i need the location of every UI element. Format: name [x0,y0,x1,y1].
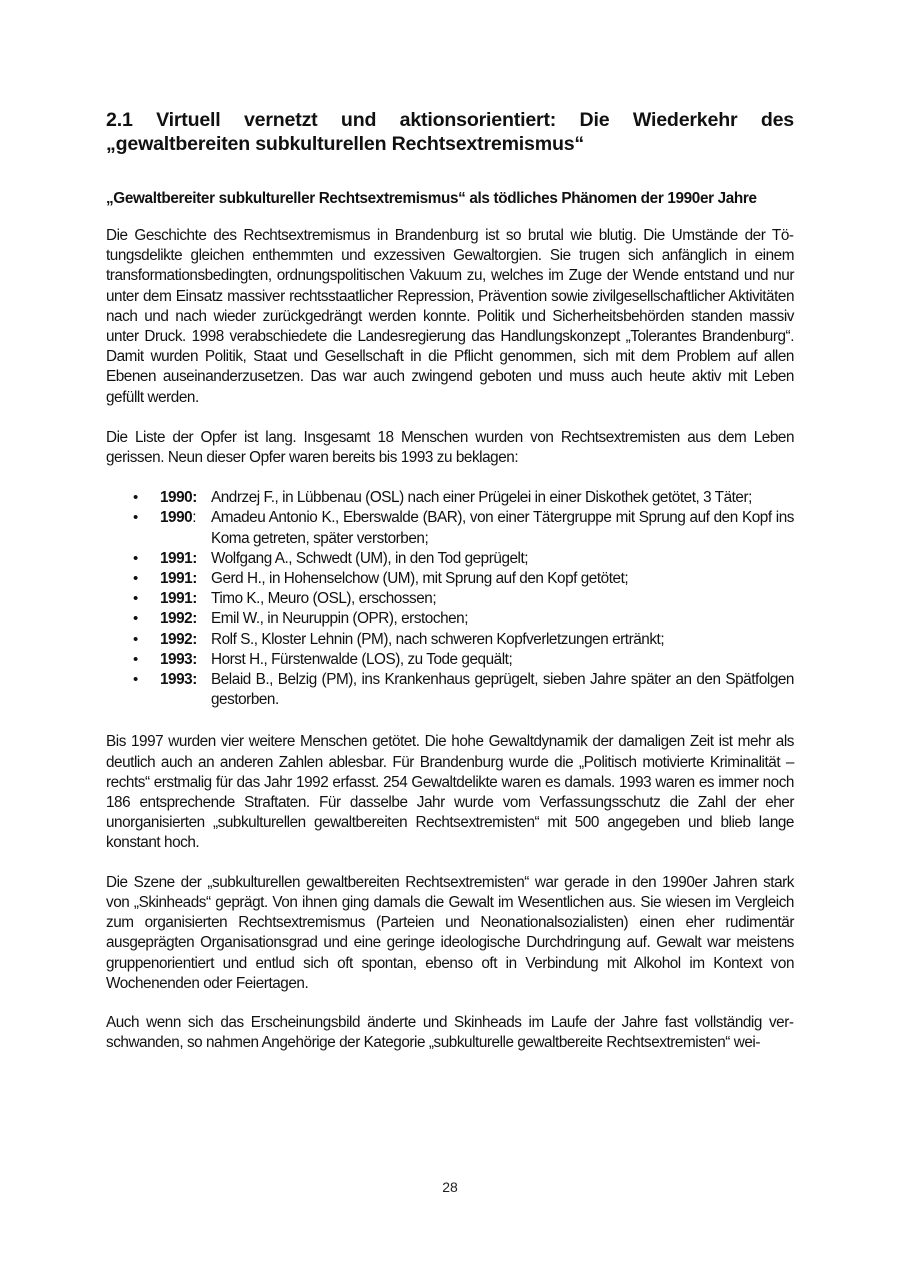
list-item [106,609,794,629]
bullet-icon: • [133,489,138,507]
paragraph-skinheads: Die Szene der „subkulturellen gewaltbereiten Rechtsextremisten“ war gerade in den 1990er Jahren stark von „Skinheads“ geprägt. Von ihnen ging damals die Gewalt im Wesentlichen aus. Sie wiesen im Vergleich zum organisierten Rechtsextremismus (Parteien und Neonationalsozialisten) einen eher rudimentär ausgeprägten Organisationsgrad und eine geringe ideologische Durchdringung auf. Gewalt war meistens gruppenorientiert und entlud sich oft spontan, ebenso oft in Verbindung mit Alkohol im Kontext von Wochenenden oder Feiertagen. [106,873,794,992]
victim-description: Horst H., Fürstenwalde (LOS), zu Tode gequält; [211,650,513,668]
victim-year: 1993: [160,650,197,668]
victim-year: 1990: [160,509,197,527]
victim-description: Timo K., Meuro (OSL), erschossen; [211,590,437,608]
list-item [106,650,794,670]
list-item [106,589,794,609]
paragraph-statistics: Bis 1997 wurden vier weitere Menschen getötet. Die hohe Gewaltdynamik der damaligen Zeit ist mehr als deutlich auch an anderen Zahlen ablesbar. Für Brandenburg wurde die „Politisch motivierte Kriminalität – rechts“ erstmalig für das Jahr 1992 erfasst. 254 Gewaltdelikte waren es damals. 1993 waren es immer noch 186 entsprechende Straftaten. Für dasselbe Jahr wurde vom Verfassungsschutz die Zahl der eher unorganisierten „subkulturellen gewaltbereiten Rechtsextremisten“ mit 500 angegeben und blieb lange konstant hoch. [106,733,794,852]
victim-description: Belaid B., Belzig (PM), ins Krankenhaus geprügelt, sieben Jahre später an den Spätfolgen gestorben. [211,671,794,709]
list-item [106,508,794,548]
list-item [106,670,794,710]
subheading: „Gewaltbereiter subkultureller Rechtsextremismus“ als tödliches Phänomen der 1990er Jahre [106,190,757,207]
victim-year: 1992: [160,610,197,628]
bullet-icon: • [133,590,138,608]
victims-list [106,488,794,710]
victim-year: 1990: [160,489,197,507]
paragraph-history: Die Geschichte des Rechtsextremismus in Brandenburg ist so brutal wie blutig. Die Umstände der Tötungsdelikte gleichen enthemmten und exzessiven Gewaltorgien. Sie trugen sich anfänglich in einem transformationsbedingten, ordnungspolitischen Vakuum zu, welches im Zuge der Wende entstand und nur unter dem Einsatz massiver rechtsstaatlicher Repression, Prävention sowie zivilgesellschaftlicher Aktivitäten nach und nach wieder zurückgedrängt werden konnte. Politik und Sicherheitsbehörden standen massiv unter Druck. 1998 verabschiedete die Landesregierung das Handlungskonzept „Tolerantes Brandenburg“. Damit wurden Politik, Staat und Gesellschaft in die Pflicht genommen, sich mit dem Problem auf allen Ebenen auseinanderzusetzen. Das war auch zwingend geboten und muss auch heute aktiv mit Leben gefüllt werden. [106,227,794,406]
bullet-icon: • [133,570,138,588]
victim-description: Amadeu Antonio K., Eberswalde (BAR), von einer Tätergruppe mit Sprung auf den Kopf ins Koma getreten, später verstorben; [211,509,794,547]
victim-year: 1993: [160,671,197,689]
paragraph-continuation: Auch wenn sich das Erscheinungsbild änderte und Skinheads im Laufe der Jahre fast vollständig verschwanden, so nahmen Angehörige der Kategorie „subkulturelle gewaltbereite Rechtsextremisten“ wei- [106,1013,794,1052]
document-page [106,108,794,1053]
section-heading: 2.1 Virtuell vernetzt und aktionsorientiert: Die Wiederkehr des „gewaltbereiten subkulturellen Rechtsextremismus“ [106,109,794,155]
bullet-icon: • [133,630,138,648]
paragraph-victims-intro: Die Liste der Opfer ist lang. Insgesamt 18 Menschen wurden von Rechtsextremisten aus dem Leben gerissen. Neun dieser Opfer waren bereits bis 1993 zu beklagen: [106,428,794,467]
bullet-icon: • [133,671,138,689]
bullet-icon: • [133,509,138,527]
list-item [106,488,794,508]
victim-description: Emil W., in Neuruppin (OPR), erstochen; [211,610,469,628]
victim-year: 1992: [160,630,197,648]
bullet-icon: • [133,549,138,567]
list-item [106,630,794,650]
victim-year: 1991: [160,549,197,567]
victim-year: 1991: [160,570,197,588]
victim-year: 1991: [160,590,197,608]
victim-description: Andrzej F., in Lübbenau (OSL) nach einer Prügelei in einer Diskothek getötet, 3 Täter; [211,489,752,507]
bullet-icon: • [133,610,138,628]
list-item [106,569,794,589]
page-number: 28 [442,1179,458,1195]
bullet-icon: • [133,650,138,668]
victim-description: Wolfgang A., Schwedt (UM), in den Tod geprügelt; [211,549,529,567]
victim-description: Gerd H., in Hohenselchow (UM), mit Sprung auf den Kopf getötet; [211,570,629,588]
list-item [106,549,794,569]
victim-description: Rolf S., Kloster Lehnin (PM), nach schweren Kopfverletzungen ertränkt; [211,630,665,648]
